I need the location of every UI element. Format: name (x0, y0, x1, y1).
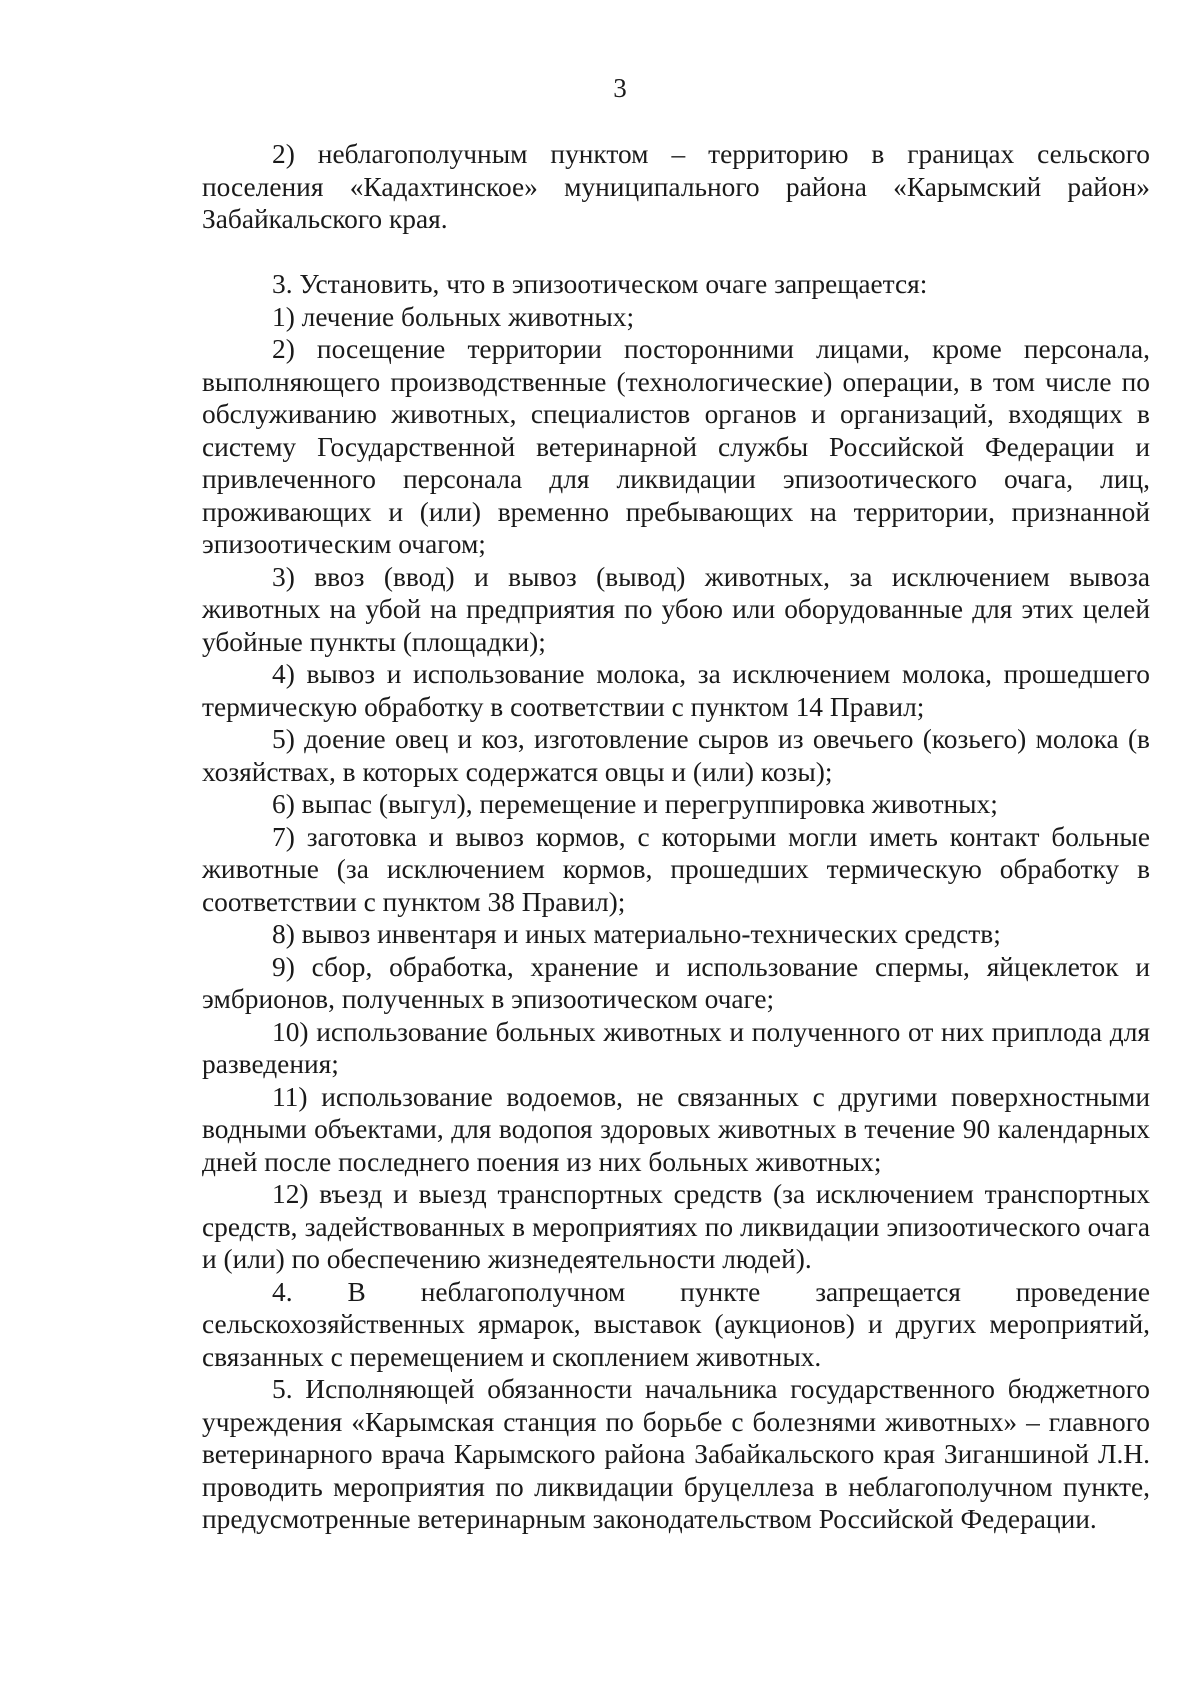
paragraph-clause-3-item-1: 1) лечение больных животных; (272, 301, 635, 332)
paragraph-clause-4: 4. В неблагополучном пункте запрещается проведение сельскохозяйственных ярмарок, выставок (аукционов) и других мероприятий, связанных с перемещением и скоплением животных. (202, 1276, 1150, 1372)
paragraph-definition-2: 2) неблагополучным пунктом – территорию в границах сельского поселения «Кадахтинское» муниципального района «Карымский район» Забайкальского края. (202, 139, 1150, 234)
paragraph-clause-3-item-3: 3) ввоз (ввод) и вывоз (вывод) животных, за исключением вывоза животных на убой на предприятия по убою или оборудованные для этих целей убойные пункты (площадки); (202, 561, 1150, 657)
paragraph-clause-3-item-9: 9) сбор, обработка, хранение и использование спермы, яйцеклеток и эмбрионов, полученных в эпизоотическом очаге; (202, 951, 1150, 1014)
paragraph-clause-3-item-6: 6) выпас (выгул), перемещение и перегруппировка животных; (272, 789, 998, 819)
paragraph-clause-3-item-2: 2) посещение территории посторонними лицами, кроме персонала, выполняющего производственные (технологические) операции, в том числе по обслуживанию животных, специалистов органов и организаций, входящих в систему Государственной ветеринарной службы Российской Федерации и привлеченного персонала для ликвидации эпизоотического очага, лиц, проживающих и (или) временно пребывающих на территории, признанной эпизоотическим очагом; (202, 334, 1150, 559)
paragraph-clause-3-item-7: 7) заготовка и вывоз кормов, с которыми могли иметь контакт больные животные (за исключением кормов, прошедших термическую обработку в соответствии с пунктом 38 Правил); (202, 821, 1150, 917)
paragraph-clause-3-item-4: 4) вывоз и использование молока, за исключением молока, прошедшего термическую обработку в соответствии с пунктом 14 Правил; (202, 659, 1150, 722)
paragraph-clause-3-item-11: 11) использование водоемов, не связанных с другими поверхностными водными объектами, для водопоя здоровых животных в течение 90 календарных дней после последнего поения из них больных животных; (202, 1081, 1150, 1177)
paragraph-clause-3-intro: 3. Установить, что в эпизоотическом очаге запрещается: (272, 269, 928, 299)
paragraph-clause-5: 5. Исполняющей обязанности начальника государственного бюджетного учреждения «Карымская станция по борьбе с болезнями животных» – главного ветеринарного врача Карымского района Забайкальского края Зиганшиной Л.Н. проводить мероприятия по ликвидации бруцеллеза в неблагополучном пункте, предусмотренные ветеринарным законодательством Российской Федерации. (202, 1374, 1150, 1534)
paragraph-clause-3-item-10: 10) использование больных животных и полученного от них приплода для разведения; (202, 1016, 1150, 1079)
page-number: 3 (613, 73, 627, 103)
paragraph-clause-3-item-12: 12) въезд и выезд транспортных средств (за исключением транспортных средств, задействованных в мероприятиях по ликвидации эпизоотического очага и (или) по обеспечению жизнедеятельности людей). (202, 1179, 1150, 1274)
paragraph-clause-3-item-5: 5) доение овец и коз, изготовление сыров из овечьего (козьего) молока (в хозяйствах, в которых содержатся овцы и (или) козы); (202, 724, 1150, 787)
paragraph-clause-3-item-8: 8) вывоз инвентаря и иных материально-технических средств; (272, 919, 1001, 949)
document-body (202, 138, 1150, 1536)
